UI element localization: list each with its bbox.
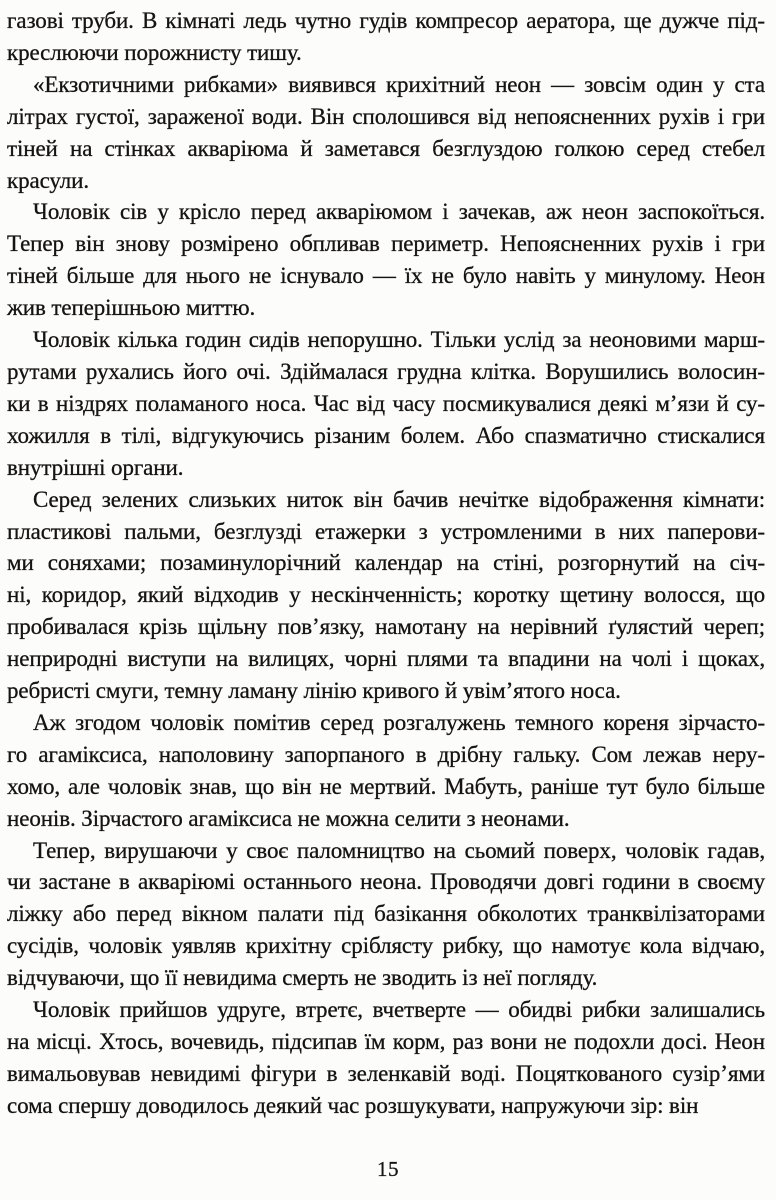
text-line: чи застане в акваріюмі останнього неона. Проводячи довгі години в своєму bbox=[7, 869, 765, 895]
text-line: неприродні виступи на вилицях, чорні плями та впадини на чолі і щоках, bbox=[7, 646, 765, 672]
text-line: сусідів, чоловік уявляв крихітну сріблясту рибку, що намотує кола відчаю, bbox=[7, 933, 765, 959]
text-line: внутрішні органи. bbox=[7, 454, 184, 480]
text-line: тіней більше для нього не існувало — їх не було навіть у минулому. Неон bbox=[7, 263, 765, 289]
text-line: креслюючи порожнисту тишу. bbox=[7, 39, 302, 65]
text-line: хомо, але чоловік знав, що він не мертвий. Мабуть, раніше тут було більше bbox=[7, 773, 765, 799]
text-line: відчуваючи, що її невидима смерть не зводить із неї погляду. bbox=[7, 965, 598, 991]
paragraph bbox=[7, 5, 765, 69]
text-line: неонів. Зірчастого агаміксиса не можна селити з неонами. bbox=[7, 805, 570, 831]
text-line: Чоловік прийшов удруге, втретє, вчетверте — обидві рибки залишались bbox=[33, 997, 765, 1023]
paragraph bbox=[7, 835, 765, 995]
text-line: красули. bbox=[7, 167, 90, 193]
text-line: тіней на стінках акваріюма й заметався безглуздою голкою серед стебел bbox=[7, 135, 765, 161]
text-line: ні, коридор, який відходив у нескінченність; коротку щетину волосся, що bbox=[7, 582, 765, 608]
text-line: «Екзотичними рибками» виявився крихітний неон — зовсім один у ста bbox=[33, 71, 765, 97]
text-line: на місці. Хтось, вочевидь, підсипав їм корм, раз вони не подохли досі. Неон bbox=[7, 1029, 765, 1054]
paragraph bbox=[7, 707, 765, 835]
text-line: ки в ніздрях поламаного носа. Час від часу посмикувалися деякі м’язи й су- bbox=[7, 390, 765, 416]
text-line: пластикові пальми, безглузді етажерки з устромленими в них паперови- bbox=[7, 518, 765, 544]
text-line: ребристі смуги, темну ламану лінію кривого й увім’ятого носа. bbox=[7, 678, 621, 704]
paragraph bbox=[7, 69, 765, 197]
text-line: Тепер, вирушаючи у своє паломництво на сьомий поверх, чоловік гадав, bbox=[33, 837, 765, 863]
page-number: 15 bbox=[377, 1156, 399, 1181]
text-line: го агаміксиса, наполовину запорпаного в дрібну гальку. Сом лежав неру- bbox=[7, 741, 765, 767]
text-line: Чоловік сів у крісло перед акваріюмом і зачекав, аж неон заспокоїться. bbox=[33, 199, 765, 225]
paragraph bbox=[7, 324, 765, 484]
text-line: жив теперішньою миттю. bbox=[7, 295, 256, 321]
text-line: літрах густої, зараженої води. Він сполошився від непоясненних рухів і гри bbox=[7, 103, 765, 129]
paragraph bbox=[7, 196, 765, 324]
text-line: вимальовував невидимі фігури в зеленкавій воді. Поцяткованого сузір’ями bbox=[7, 1060, 765, 1086]
text-line: ліжку або перед вікном палати під базікання обколотих транквілізаторами bbox=[7, 901, 765, 927]
text-line: сома спершу доводилось деякий час розшукувати, напружуючи зір: він bbox=[7, 1092, 699, 1118]
text-line: Чоловік кілька годин сидів непорушно. Тільки услід за неоновими марш- bbox=[33, 327, 765, 353]
text-line: Аж згодом чоловік помітив серед розгалужень темного кореня зірчасто- bbox=[33, 709, 765, 735]
text-line: Серед зелених слизьких ниток він бачив нечітке відображення кімнати: bbox=[33, 486, 765, 512]
text-line: рутами рухались його очі. Здіймалася грудна клітка. Ворушились волосин- bbox=[7, 358, 765, 384]
text-line: хожилля в тілі, відгукуючись різаним болем. Або спазматично стискалися bbox=[7, 422, 765, 448]
paragraph bbox=[7, 484, 765, 707]
text-line: пробивалася крізь щільну пов’язку, намотану на нерівний ґулястий череп; bbox=[7, 614, 765, 640]
text-line: Тепер він знову розмірено обпливав периметр. Непоясненних рухів і гри bbox=[7, 231, 765, 257]
text-line: ми соняхами; позаминулорічний календар на стіні, розгорнутий на січ- bbox=[7, 550, 765, 576]
text-line: газові труби. В кімнаті ледь чутно гудів компресор аератора, ще дужче під- bbox=[7, 8, 765, 33]
paragraph bbox=[7, 994, 765, 1122]
page-footer bbox=[0, 1156, 776, 1182]
